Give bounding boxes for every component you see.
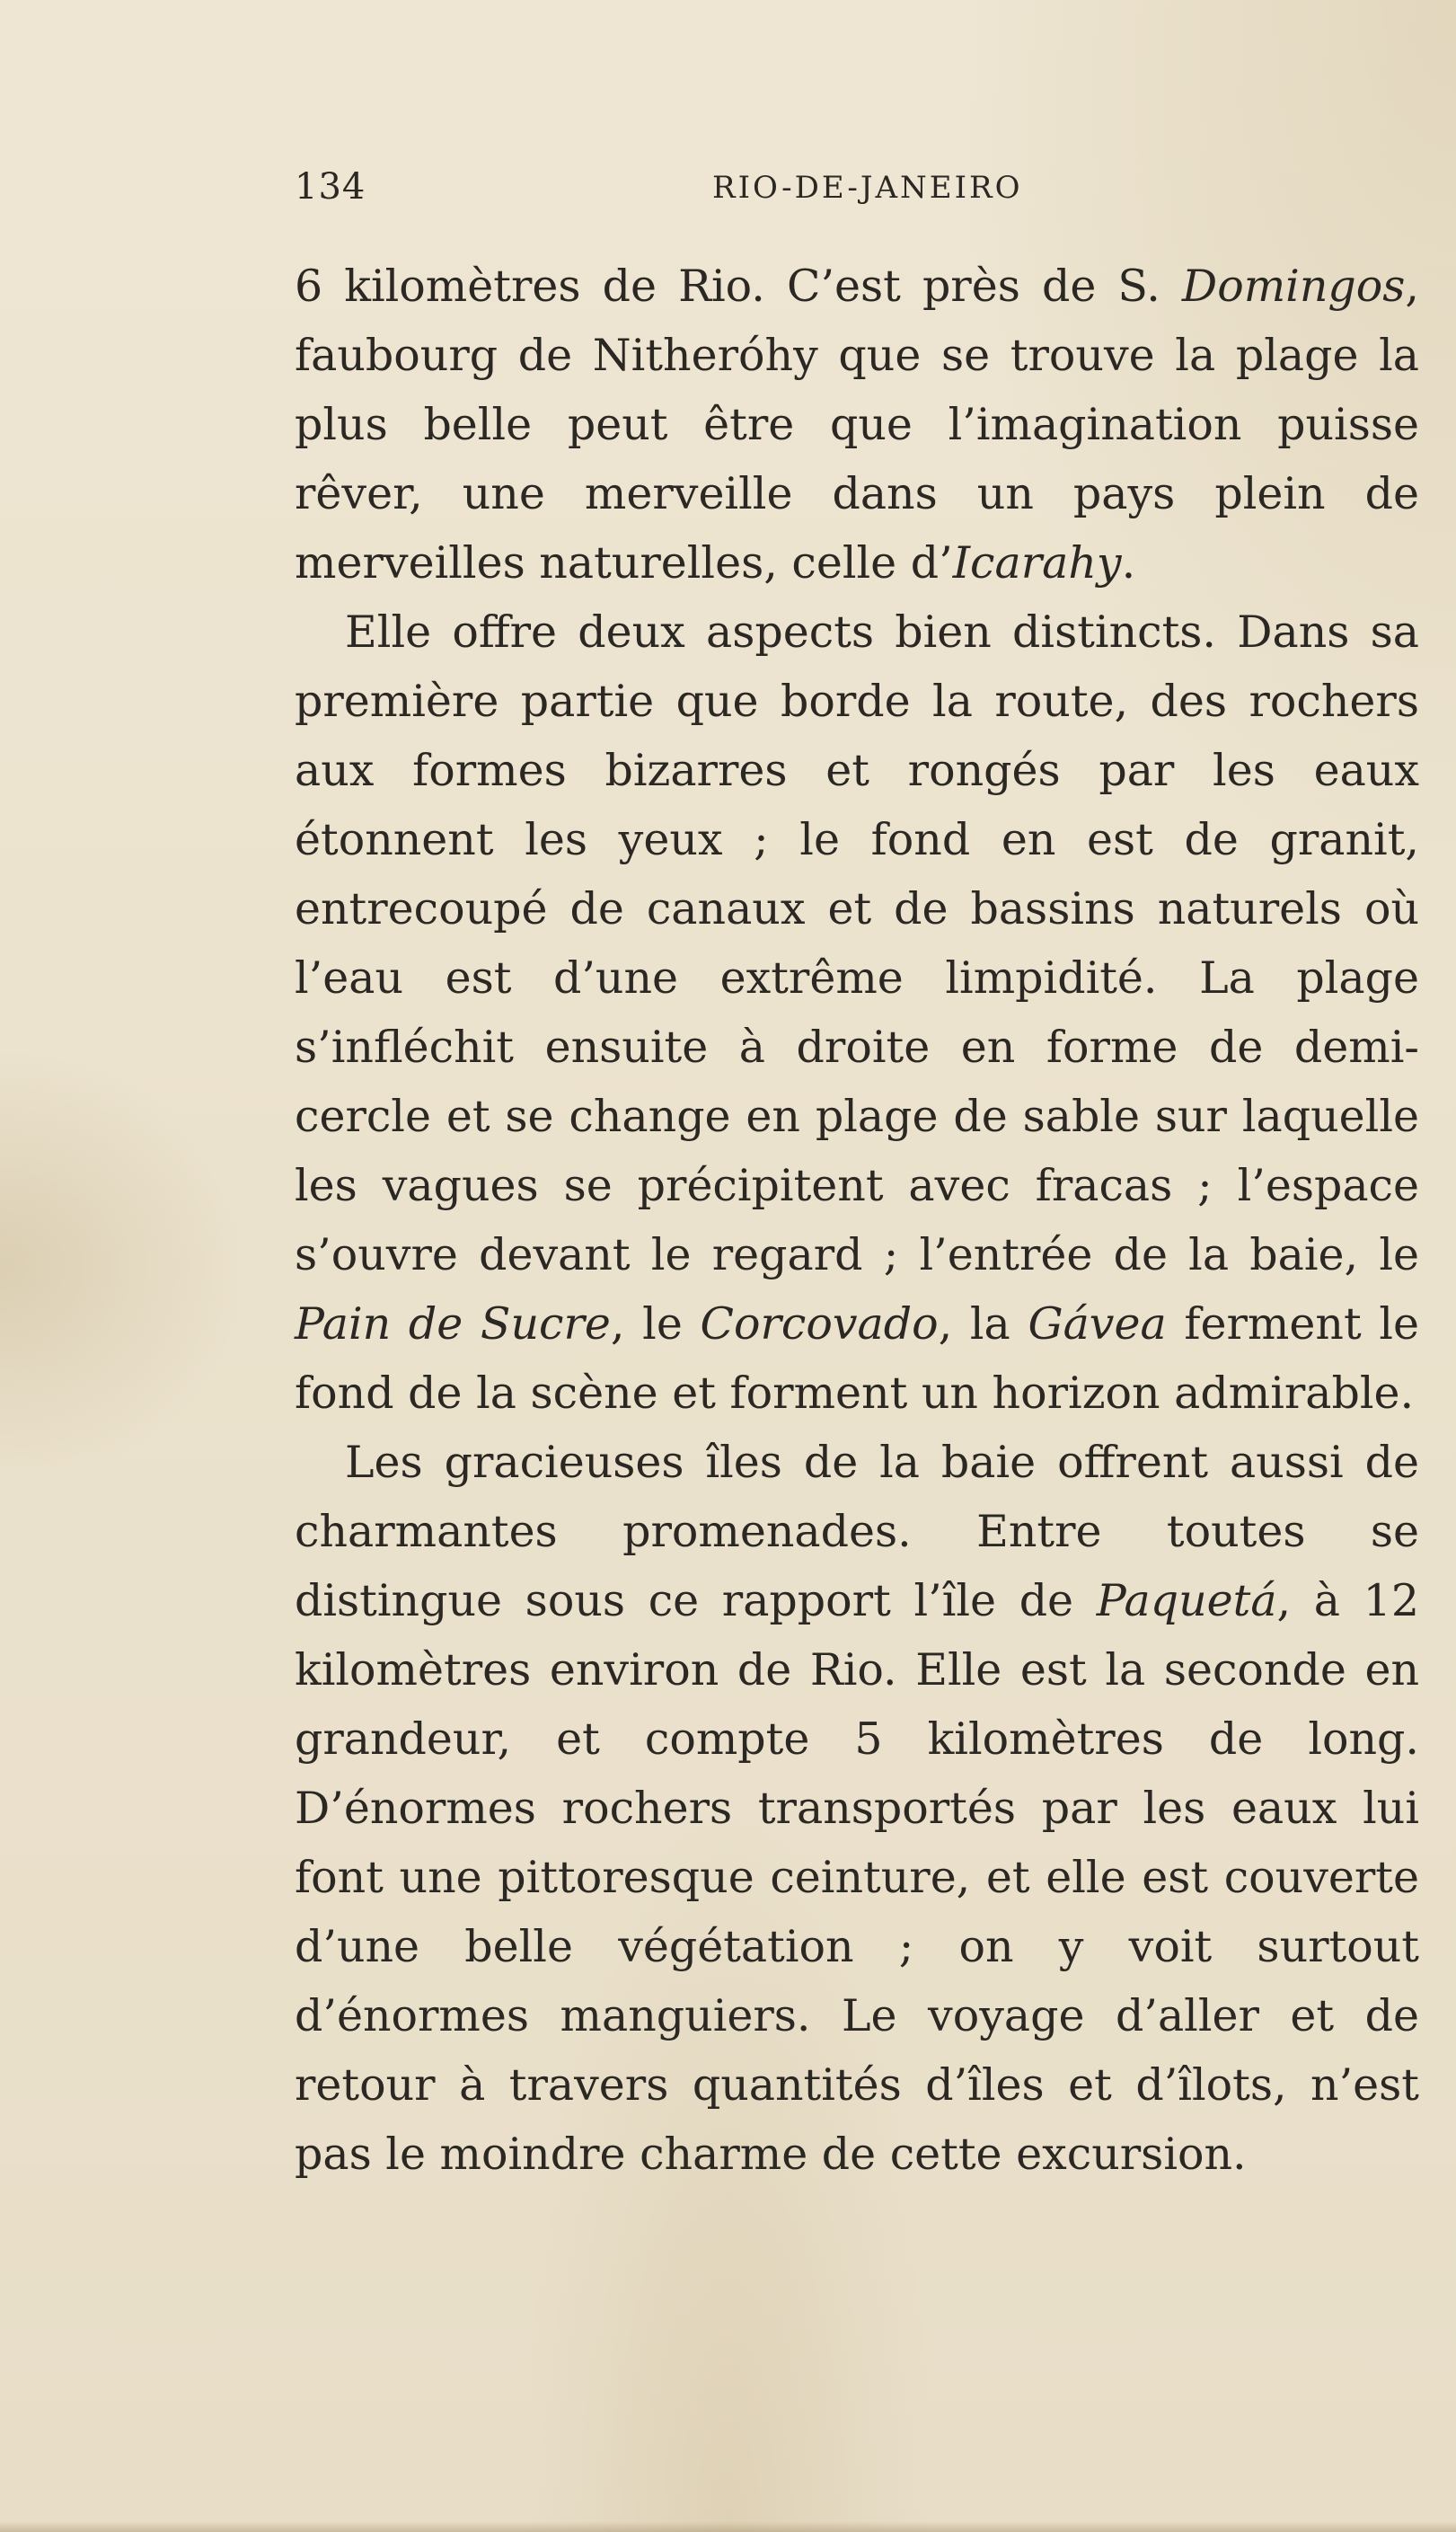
text-segment: Les gracieuses îles de la baie offrent aussi de charmantes promenades. Entre toutes se distingue sous ce rapport l’île de xyxy=(295,1437,1419,1626)
text-segment: . xyxy=(1121,537,1136,589)
paragraph-1 xyxy=(295,252,1419,598)
text-segment: , le xyxy=(610,1298,701,1350)
page-number: 134 xyxy=(295,166,366,208)
italic-segment: Paquetá xyxy=(1096,1575,1277,1626)
text-segment: ferment le fond de la scène et forment un horizon admirable. xyxy=(295,1298,1419,1419)
italic-segment: Icarahy xyxy=(952,537,1122,589)
page-header xyxy=(295,166,1435,220)
page-edge-shadow xyxy=(0,2521,1456,2532)
italic-segment: Gávea xyxy=(1028,1298,1167,1350)
text-segment: , à 12 kilomètres environ de Rio. Elle est la seconde en grandeur, et compte 5 kilomètres de long. D’énormes rochers transportés par les eaux lui font une pittoresque ceinture, et elle est couverte d’une belle végétation ; on y voit surtout d’énormes manguiers. Le voyage d’aller et de retour à travers quantités d’îles et d’îlots, n’est pas le moindre charme de cette excursion. xyxy=(295,1575,1419,2180)
text-segment: Elle offre deux aspects bien distincts. Dans sa première partie que borde la route, des rochers aux formes bizarres et rongés par les eaux étonnent les yeux ; le fond en est de granit, entrecoupé de canaux et de bassins naturels où l’eau est d’une extrême limpidité. La plage s’infléchit ensuite à droite en forme de demi-cercle et se change en plage de sable sur laquelle les vagues se précipitent avec fracas ; l’espace s’ouvre devant le regard ; l’entrée de la baie, le xyxy=(295,606,1419,1280)
text-segment: 6 kilomètres de Rio. C’est près de S. xyxy=(295,261,1182,312)
body-text xyxy=(295,252,1419,2189)
text-segment: , faubourg de Nitheróhy que se trouve la plage la plus belle peut être que l’imagination puisse rêver, une merveille dans un pays plein de merveilles naturelles, celle d’ xyxy=(295,261,1419,589)
running-title: RIO-DE-JANEIRO xyxy=(712,170,1023,206)
italic-segment: Pain de Sucre xyxy=(295,1298,611,1350)
italic-segment: Corcovado xyxy=(700,1298,939,1350)
italic-segment: Domingos xyxy=(1181,261,1406,312)
paragraph-3 xyxy=(295,1428,1419,2189)
text-segment: , la xyxy=(938,1298,1028,1350)
paragraph-2 xyxy=(295,598,1419,1428)
